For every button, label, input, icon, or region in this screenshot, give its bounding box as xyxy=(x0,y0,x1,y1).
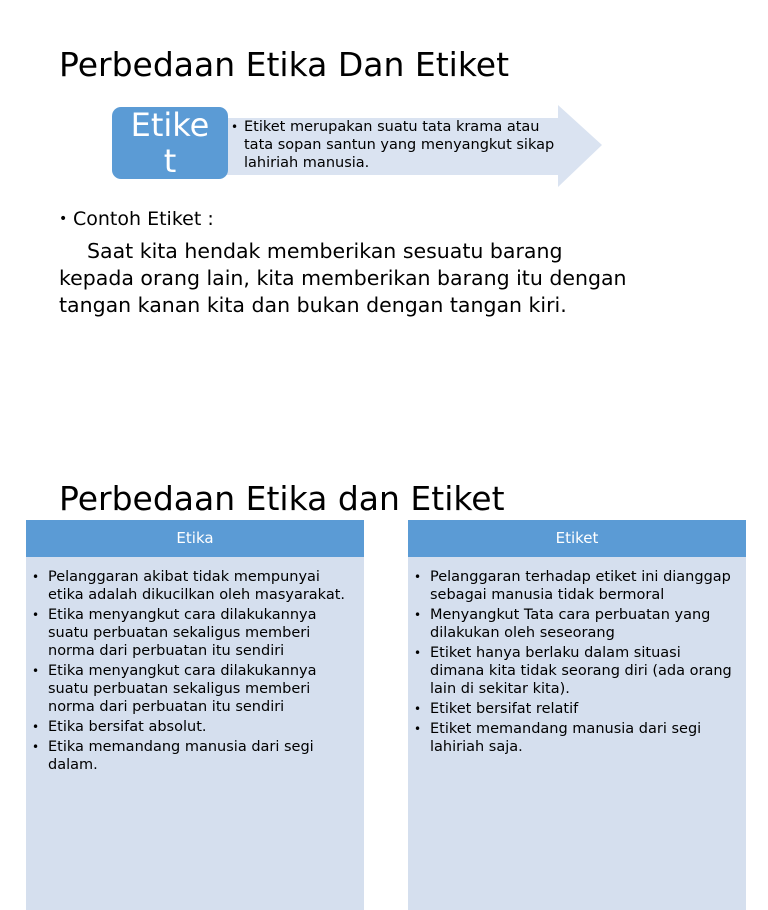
list-item: • Etika menyangkut cara dilakukannya suatu perbuatan sekaligus memberi norma dari perbuatan itu sendiri xyxy=(48,662,356,716)
list-item: • Pelanggaran akibat tidak mempunyai etika adalah dikucilkan oleh masyarakat. xyxy=(48,568,356,604)
example-paragraph: Saat kita hendak memberikan sesuatu barang kepada orang lain, kita memberikan barang itu dengan tangan kanan kita dan bukan dengan tangan kiri. xyxy=(59,239,627,317)
example-label: • Contoh Etiket : xyxy=(59,206,639,232)
definition-arrow-shape xyxy=(112,103,602,188)
list-item: • Etiket bersifat relatif xyxy=(430,700,738,718)
etiket-column xyxy=(408,520,746,910)
list-item: • Etika memandang manusia dari segi dalam. xyxy=(48,738,356,774)
list-item: • Etika bersifat absolut. xyxy=(48,718,356,736)
etika-column xyxy=(26,520,364,910)
list-item: • Etiket hanya berlaku dalam situasi dimana kita tidak seorang diri (ada orang lain di sekitar kita). xyxy=(430,644,738,698)
list-item: • Etiket memandang manusia dari segi lahiriah saja. xyxy=(430,720,738,756)
list-item: • Menyangkut Tata cara perbuatan yang dilakukan oleh seseorang xyxy=(430,606,738,642)
etiket-badge xyxy=(112,107,228,179)
list-item: • Pelanggaran terhadap etiket ini dianggap sebagai manusia tidak bermoral xyxy=(430,568,738,604)
etika-list xyxy=(26,557,364,774)
slide-title: Perbedaan Etika dan Etiket xyxy=(59,479,505,518)
example-section xyxy=(59,206,639,319)
slide-title: Perbedaan Etika Dan Etiket xyxy=(59,45,510,84)
arrow-text xyxy=(230,118,570,172)
list-item: • Etika menyangkut cara dilakukannya suatu perbuatan sekaligus memberi norma dari perbuatan itu sendiri xyxy=(48,606,356,660)
etika-column-header: Etika xyxy=(26,520,364,557)
etiket-list xyxy=(408,557,746,756)
slide-etika-etiket-definition xyxy=(0,0,768,430)
etiket-column-header: Etiket xyxy=(408,520,746,557)
arrow-bullet: • Etiket merupakan suatu tata krama atau tata sopan santun yang menyangkut sikap lahiriah manusia. xyxy=(244,118,570,172)
badge-label: Etiket xyxy=(130,107,210,179)
slide-etika-etiket-comparison xyxy=(0,430,768,866)
